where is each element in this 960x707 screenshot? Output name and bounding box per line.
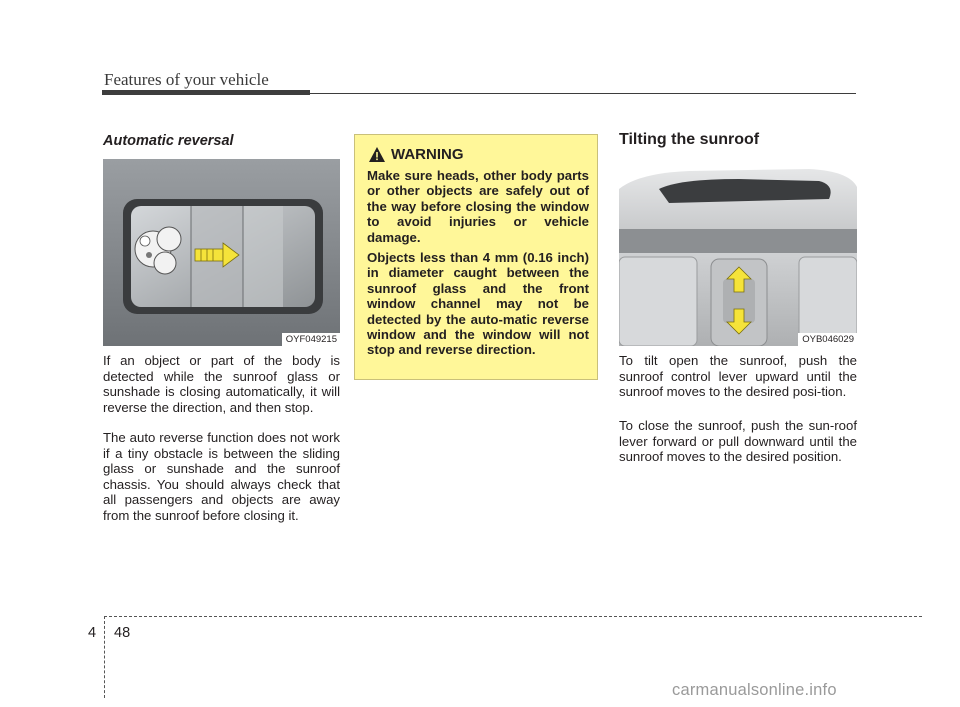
warning-paragraph: Make sure heads, other body parts or other objects are safely out of the way before closing the window to avoid injuries or vehicle damage. [367,168,589,245]
sunroof-tilt-illustration [619,159,857,346]
header-rule-thin [310,93,856,94]
header-rule-thick [102,90,310,95]
body-paragraph: If an object or part of the body is detected while the sunroof glass or sunshade is closing automatically, it will reverse the direction, and then stop. [103,353,340,415]
footer-vertical-rule [104,616,105,698]
body-paragraph: The auto reverse function does not work if a tiny obstacle is between the sliding glass or sunshade and the sunroof chassis. You should always check that all passengers and objects are away from the sunroof before closing it. [103,430,340,523]
chapter-number: 4 [88,625,97,641]
section-heading-tilting: Tilting the sunroof [619,131,760,148]
sunroof-reversal-illustration [103,159,340,346]
warning-triangle-icon [369,147,385,162]
footer-rule [104,616,922,617]
body-paragraph: To tilt open the sunroof, push the sunroof control lever upward until the sunroof moves to the desired posi-tion. [619,353,857,400]
warning-box [354,134,598,380]
page-number: 48 [114,625,131,641]
subheading-automatic-reversal: Automatic reversal [103,133,234,149]
figure-code: OYB046029 [798,333,857,346]
sunroof-tilt-drawing [619,159,857,346]
page-header-title: Features of your vehicle [104,70,269,89]
body-paragraph: To close the sunroof, push the sun-roof lever forward or pull downward until the sunroof moves to the desired position. [619,418,857,465]
watermark: carmanualsonline.info [672,681,837,699]
warning-paragraph: Objects less than 4 mm (0.16 inch) in diameter caught between the sunroof glass and the front window channel may not be detected by the auto-matic reverse window and the window will not stop and reverse direction. [367,250,589,358]
warning-title: WARNING [391,146,464,163]
figure-code: OYF049215 [282,333,340,346]
warning-heading [369,146,464,163]
sunroof-reversal-drawing [103,159,340,346]
